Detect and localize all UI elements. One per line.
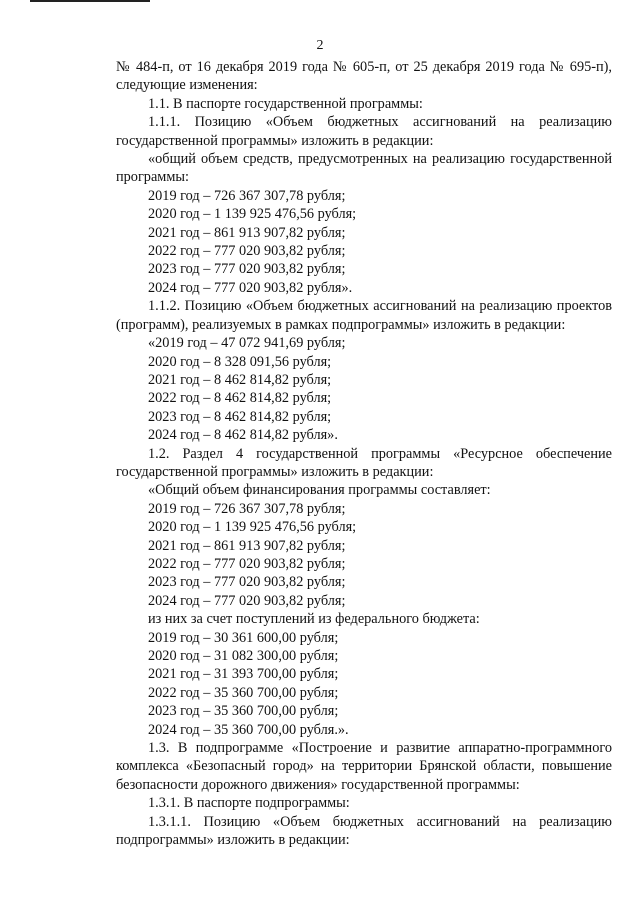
text-line: 1.3.1. В паспорте подпрограммы:	[148, 795, 350, 812]
text-line: из них за счет поступлений из федерального бюджета:	[148, 611, 480, 628]
text-line: 2024 год – 35 360 700,00 рубля.».	[148, 721, 349, 738]
text-line: 2022 год – 777 020 903,82 рубля;	[148, 555, 346, 572]
text-line: 1.3.1.1. Позицию «Объем бюджетных ассигнований на реализацию подпрограммы» изложить в редакции:	[116, 813, 612, 849]
page-number: 2	[316, 38, 324, 53]
text-line: 1.1.2. Позицию «Объем бюджетных ассигнований на реализацию проектов (программ), реализуемых в рамках подпрограммы» изложить в редакции:	[116, 298, 612, 333]
text-line: 1.1.1. Позицию «Объем бюджетных ассигнований на реализацию государственной программы» изложить в редакции:	[116, 114, 612, 149]
text-line: 2020 год – 8 328 091,56 рубля;	[148, 353, 332, 370]
top-rule	[30, 0, 150, 2]
text-line: 2024 год – 777 020 903,82 рубля;	[148, 592, 346, 609]
text-line: 2021 год – 861 913 907,82 рубля;	[148, 224, 346, 241]
text-line: 2020 год – 1 139 925 476,56 рубля;	[148, 519, 357, 536]
text-line: «общий объем средств, предусмотренных на реализацию государственной программы:	[116, 151, 612, 186]
text-line: 2020 год – 1 139 925 476,56 рубля;	[148, 206, 357, 223]
text-line: 2021 год – 861 913 907,82 рубля;	[148, 537, 346, 554]
text-line: 2019 год – 30 361 600,00 рубля;	[148, 629, 339, 646]
text-line: 2019 год – 726 367 307,78 рубля;	[148, 500, 346, 517]
text-line: 2023 год – 777 020 903,82 рубля;	[148, 261, 346, 278]
text-line: 2022 год – 777 020 903,82 рубля;	[148, 243, 346, 260]
text-line: «2019 год – 47 072 941,69 рубля;	[148, 335, 346, 352]
text-line: 1.1. В паспорте государственной программы:	[148, 95, 423, 112]
text-line: 2020 год – 31 082 300,00 рубля;	[148, 648, 339, 664]
text-line: 2023 год – 8 462 814,82 рубля;	[148, 408, 332, 425]
text-line: 2024 год – 8 462 814,82 рубля».	[148, 427, 338, 444]
text-line: 2022 год – 8 462 814,82 рубля;	[148, 390, 332, 407]
text-line: 2022 год – 35 360 700,00 рубля;	[148, 684, 339, 701]
document-body	[116, 58, 612, 849]
text-line: 1.2. Раздел 4 государственной программы «Ресурсное обеспечение государственной программы» изложить в редакции:	[116, 445, 612, 480]
text-line: «Общий объем финансирования программы составляет:	[148, 482, 491, 499]
text-line: 2021 год – 8 462 814,82 рубля;	[148, 371, 332, 388]
text-line: № 484-п, от 16 декабря 2019 года № 605-п, от 25 декабря 2019 года № 695-п), следующие изменения:	[116, 59, 612, 94]
text-line: 2021 год – 31 393 700,00 рубля;	[148, 666, 339, 683]
text-line: 2024 год – 777 020 903,82 рубля».	[148, 279, 353, 296]
text-line: 1.3. В подпрограмме «Построение и развитие аппаратно-программного комплекса «Безопасный город» на территории Брянской области, повышение безопасности дорожного движения» государственной программы:	[116, 740, 612, 793]
text-line: 2023 год – 777 020 903,82 рубля;	[148, 574, 346, 591]
text-line: 2023 год – 35 360 700,00 рубля;	[148, 703, 339, 720]
text-line: 2019 год – 726 367 307,78 рубля;	[148, 187, 346, 204]
